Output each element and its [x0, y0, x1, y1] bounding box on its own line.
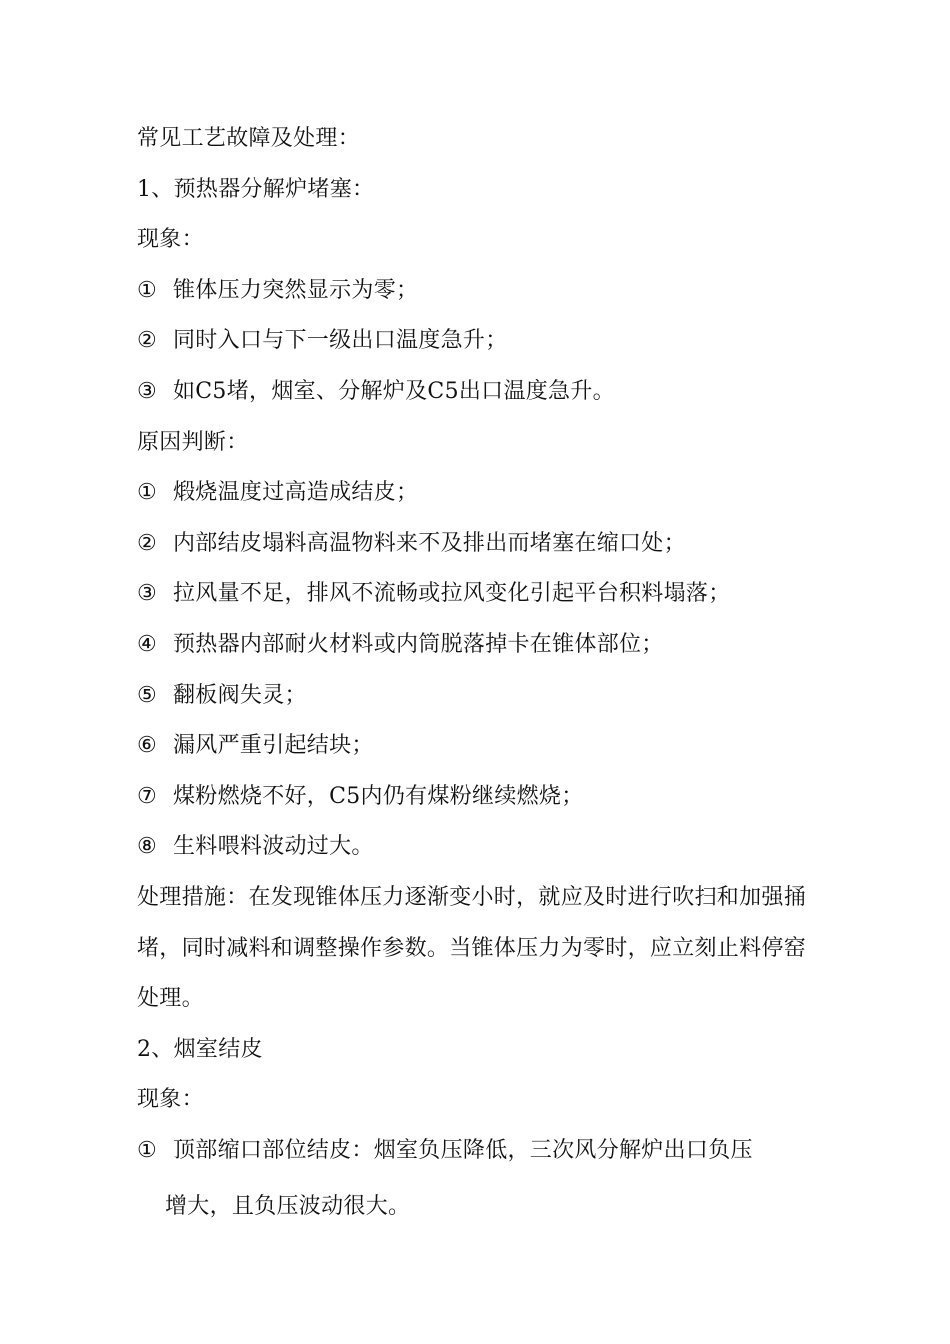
list-item — [137, 620, 827, 671]
item-text: 生料喂料波动过大。 — [173, 834, 374, 860]
item-number: ① — [137, 1137, 158, 1163]
document-body — [137, 114, 827, 1232]
section2-symptoms-label: 现象： — [137, 1087, 204, 1113]
item-number: ② — [137, 328, 158, 354]
list-item — [137, 1126, 827, 1233]
item-number: ③ — [137, 378, 158, 404]
item-number: ① — [137, 277, 158, 303]
item-number: ⑥ — [137, 733, 158, 759]
section1-causes-label: 原因判断： — [137, 429, 249, 455]
list-item — [137, 266, 827, 317]
list-item — [137, 316, 827, 367]
item-text: 如C5堵，烟室、分解炉及C5出口温度急升。 — [173, 378, 615, 404]
item-text: 拉风量不足，排风不流畅或拉风变化引起平台积料塌落； — [173, 581, 731, 607]
list-item — [137, 519, 827, 570]
item-text-continuation: 增大，且负压波动很大。 — [165, 1194, 411, 1220]
item-number: ⑧ — [137, 834, 158, 860]
section1-measures-paragraph: 处理措施：在发现锥体压力逐渐变小时，就应及时进行吹扫和加强捅堵，同时减料和调整操作参数。当锥体压力为零时，应立刻止料停窑处理。 — [137, 884, 807, 1012]
item-text: 煅烧温度过高造成结皮； — [173, 480, 419, 506]
item-text: 内部结皮塌料高温物料来不及排出而堵塞在缩口处； — [173, 530, 686, 556]
item-text: 顶部缩口部位结皮：烟室负压降低，三次风分解炉出口负压 — [173, 1137, 753, 1163]
item-number: ③ — [137, 581, 158, 607]
list-item — [137, 822, 827, 873]
item-number: ① — [137, 480, 158, 506]
list-item — [137, 671, 827, 722]
item-text: 预热器内部耐火材料或内筒脱落掉卡在锥体部位； — [173, 631, 664, 657]
list-item — [137, 367, 827, 418]
item-number: ⑦ — [137, 783, 158, 809]
section2-heading: 2、烟室结皮 — [137, 1036, 263, 1062]
item-text: 翻板阀失灵； — [173, 682, 307, 708]
item-text: 锥体压力突然显示为零； — [173, 277, 419, 303]
list-item — [137, 721, 827, 772]
list-item — [137, 772, 827, 823]
item-number: ② — [137, 530, 158, 556]
section1-symptoms-label: 现象： — [137, 227, 204, 253]
item-number: ④ — [137, 631, 158, 657]
item-number: ⑤ — [137, 682, 158, 708]
list-item — [137, 468, 827, 519]
item-text: 漏风严重引起结块； — [173, 733, 374, 759]
item-text: 同时入口与下一级出口温度急升； — [173, 328, 508, 354]
list-item — [137, 569, 827, 620]
document-title: 常见工艺故障及处理： — [137, 126, 361, 151]
item-text: 煤粉燃烧不好，C5内仍有煤粉继续燃烧； — [173, 783, 584, 809]
section1-heading: 1、预热器分解炉堵塞： — [137, 176, 375, 202]
